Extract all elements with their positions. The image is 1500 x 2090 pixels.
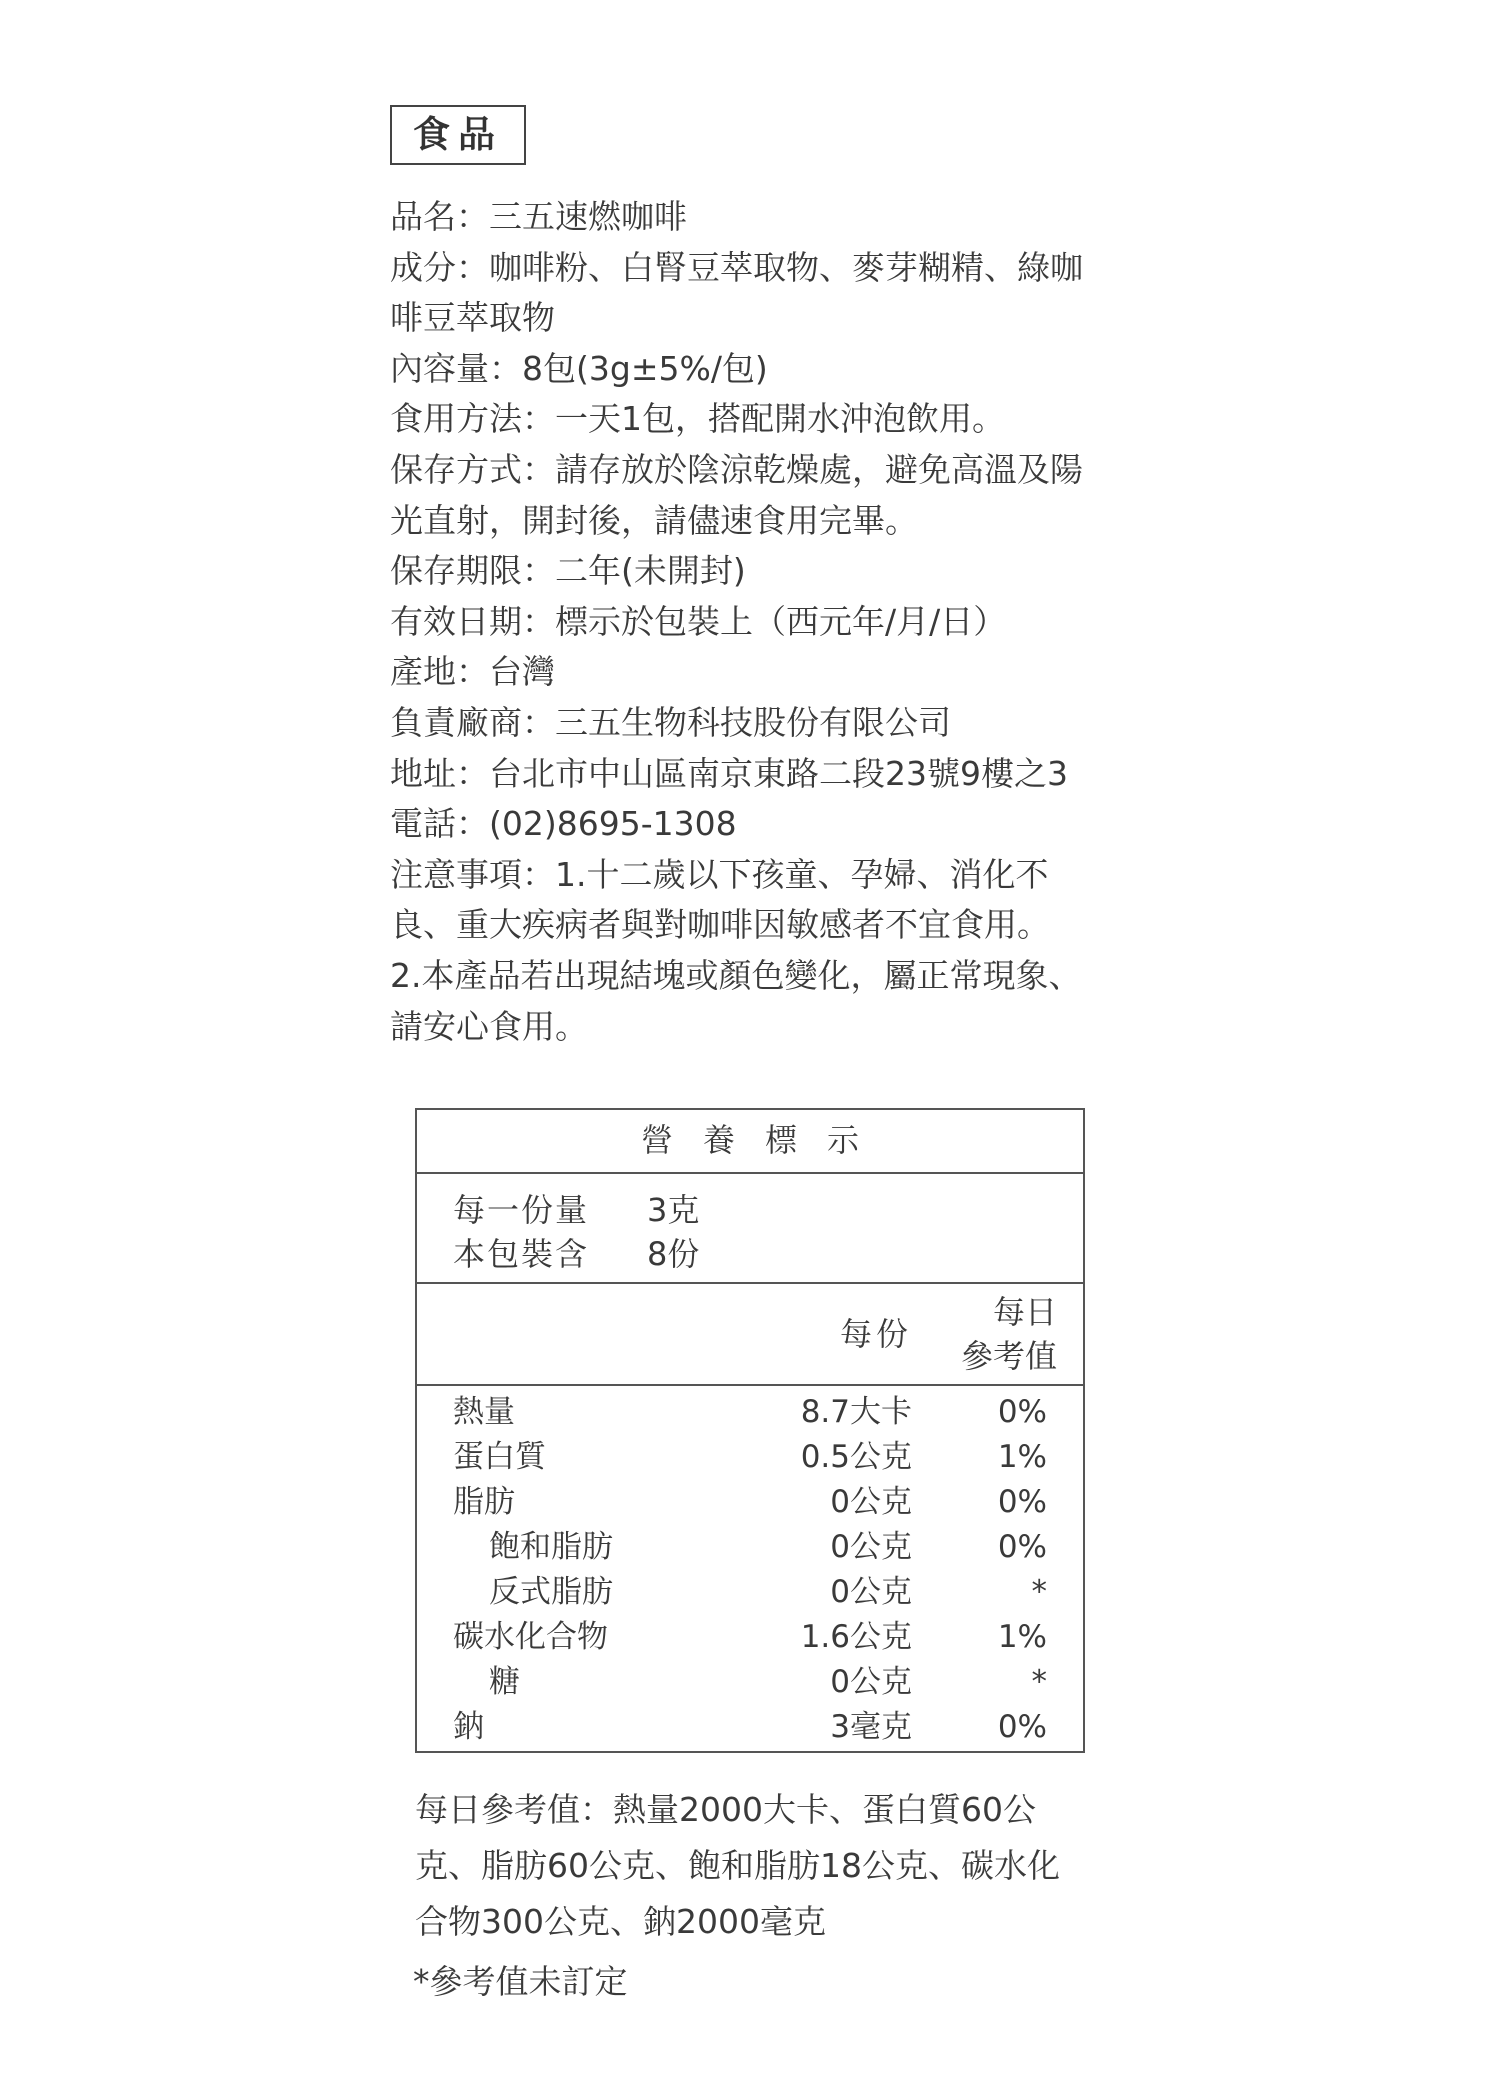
footnote: *參考值未訂定 bbox=[413, 1962, 628, 2001]
nutrient-name: 熱量 bbox=[453, 1394, 515, 1430]
nutrient-daily-pct: 0% bbox=[997, 1529, 1047, 1565]
servings-per-package-value: 8份 bbox=[647, 1235, 700, 1273]
info-line-storage: 保存方式：請存放於陰涼乾燥處，避免高溫及陽 bbox=[390, 449, 1083, 489]
nutrient-daily-pct: 0% bbox=[997, 1484, 1047, 1520]
nutrient-name: 脂肪 bbox=[453, 1484, 515, 1520]
nutrient-daily-pct: 0% bbox=[997, 1709, 1047, 1745]
nutrient-row bbox=[417, 1660, 1083, 1705]
nutrient-row bbox=[417, 1570, 1083, 1615]
nutrient-name: 飽和脂肪 bbox=[489, 1529, 613, 1565]
nutrient-row bbox=[417, 1705, 1083, 1750]
info-line-ingredients: 成分：咖啡粉、白腎豆萃取物、麥芽糊精、綠咖 bbox=[390, 247, 1083, 287]
nutrition-column-header bbox=[417, 1284, 1083, 1386]
nutrient-daily-pct: * bbox=[1031, 1664, 1047, 1700]
nutrient-amount: 1.6公克 bbox=[800, 1619, 912, 1655]
info-line-shelf-life: 保存期限：二年(未開封) bbox=[390, 551, 746, 591]
daily-reference-note bbox=[415, 1782, 1115, 1950]
info-line-name: 品名：三五速燃咖啡 bbox=[390, 197, 687, 236]
info-line-notes: 注意事項：1.十二歲以下孩童、孕婦、消化不 bbox=[390, 854, 1049, 894]
info-line-storage-cont: 光直射，開封後，請儘速食用完畢。 bbox=[390, 500, 918, 540]
per-serving-header: 每份 bbox=[839, 1315, 912, 1353]
nutrient-row bbox=[417, 1480, 1083, 1525]
servings-per-package-row bbox=[453, 1232, 699, 1276]
servings-per-package-label: 本包裝含 bbox=[453, 1235, 590, 1273]
nutrient-amount: 0公克 bbox=[830, 1529, 912, 1565]
nutrient-name: 鈉 bbox=[453, 1709, 484, 1745]
info-line-ingredients-cont: 啡豆萃取物 bbox=[390, 298, 555, 338]
nutrient-row bbox=[417, 1435, 1083, 1480]
info-line-content: 內容量：8包(3g±5%/包) bbox=[390, 348, 768, 388]
serving-size-row bbox=[453, 1188, 699, 1232]
daily-reference-line: 克、脂肪60公克、飽和脂肪18公克、碳水化 bbox=[415, 1846, 1060, 1885]
info-line-address: 地址：台北市中山區南京東路二段23號9樓之3 bbox=[390, 753, 1068, 793]
serving-section bbox=[417, 1174, 1083, 1284]
nutrient-name: 反式脂肪 bbox=[489, 1574, 613, 1610]
nutrient-amount: 0公克 bbox=[830, 1664, 912, 1700]
nutrient-name: 蛋白質 bbox=[453, 1439, 546, 1475]
daily-value-header bbox=[947, 1290, 1057, 1378]
nutrient-row bbox=[417, 1525, 1083, 1570]
daily-reference-line: 合物300公克、鈉2000毫克 bbox=[415, 1902, 826, 1941]
info-line-usage: 食用方法：一天1包，搭配開水沖泡飲用。 bbox=[390, 399, 1005, 439]
info-line-origin: 產地：台灣 bbox=[390, 652, 555, 692]
info-line-phone: 電話：(02)8695-1308 bbox=[390, 804, 737, 844]
nutrient-amount: 8.7大卡 bbox=[800, 1394, 912, 1430]
nutrient-amount: 0公克 bbox=[830, 1484, 912, 1520]
nutrient-name: 糖 bbox=[489, 1664, 520, 1700]
serving-size-label: 每一份量 bbox=[453, 1191, 590, 1229]
nutrition-title: 營養標示 bbox=[417, 1110, 1083, 1174]
nutrient-daily-pct: 1% bbox=[997, 1619, 1047, 1655]
daily-value-header-line2: 參考值 bbox=[960, 1337, 1057, 1375]
category-badge: 食品 bbox=[390, 105, 526, 165]
nutrient-name: 碳水化合物 bbox=[453, 1619, 608, 1655]
nutrient-amount: 3毫克 bbox=[830, 1709, 912, 1745]
nutrient-amount: 0公克 bbox=[830, 1574, 912, 1610]
info-line-manufacturer: 負責廠商：三五生物科技股份有限公司 bbox=[390, 702, 951, 742]
info-line-expiry: 有效日期：標示於包裝上（西元年/月/日） bbox=[390, 601, 1007, 641]
daily-value-header-line1: 每日 bbox=[992, 1293, 1057, 1331]
serving-size-value: 3克 bbox=[647, 1191, 700, 1229]
nutrient-row bbox=[417, 1390, 1083, 1435]
nutrient-amount: 0.5公克 bbox=[800, 1439, 912, 1475]
nutrient-daily-pct: 0% bbox=[997, 1394, 1047, 1430]
info-line-notes-cont: 良、重大疾病者與對咖啡因敏感者不宜食用。 bbox=[390, 905, 1050, 945]
info-line-notes-2: 2.本產品若出現結塊或顏色變化，屬正常現象、 bbox=[390, 955, 1082, 995]
nutrition-table bbox=[415, 1108, 1085, 1753]
daily-reference-line: 每日參考值：熱量2000大卡、蛋白質60公 bbox=[415, 1790, 1036, 1829]
nutrient-row bbox=[417, 1615, 1083, 1660]
nutrient-daily-pct: * bbox=[1031, 1574, 1047, 1610]
nutrient-daily-pct: 1% bbox=[997, 1439, 1047, 1475]
product-info bbox=[390, 192, 1120, 1052]
info-line-notes-2-cont: 請安心食用。 bbox=[390, 1006, 588, 1046]
